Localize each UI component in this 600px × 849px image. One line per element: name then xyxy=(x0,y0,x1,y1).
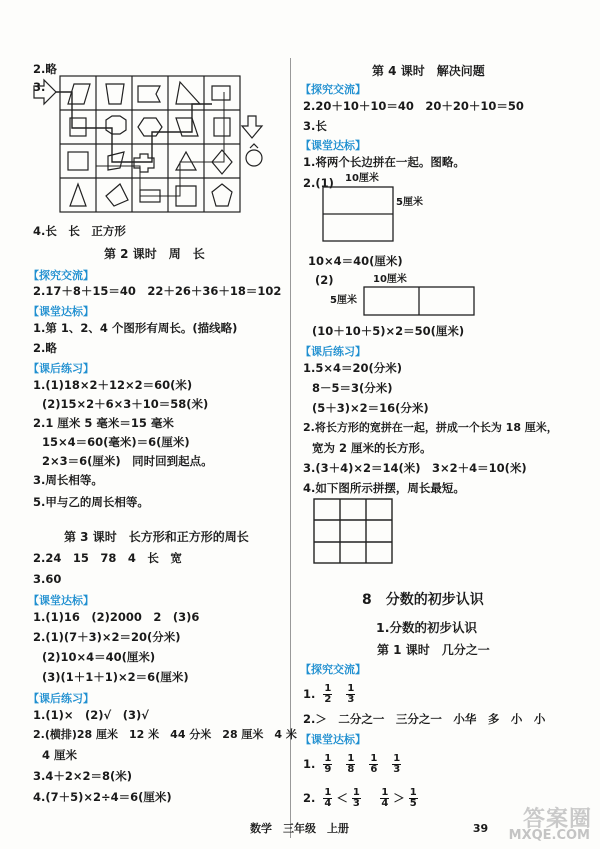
tag-explore: 【探究交流】 xyxy=(300,663,366,676)
tag-class: 【课堂达标】 xyxy=(300,733,366,746)
denominator: 9 xyxy=(324,764,332,775)
text-line: 1.(1)18×2＋12×2＝60(米) xyxy=(33,378,193,392)
lesson-4-title: 第 4 课时 解决问题 xyxy=(372,64,485,78)
text-line: 2.略 xyxy=(33,341,57,355)
text-line: 1.第 1、2、4 个图形有周长。(描线略) xyxy=(33,321,238,335)
text-line: 2.＞ 二分之一 三分之一 小华 多 小 小 xyxy=(303,712,546,726)
lesson-3-title: 第 3 课时 长方形和正方形的周长 xyxy=(64,530,249,544)
fraction xyxy=(323,684,332,705)
watermark-url: MXQE.COM xyxy=(508,828,590,843)
text-line: 2×3＝6(厘米) 同时回到起点。 xyxy=(42,454,213,468)
denominator: 3 xyxy=(347,694,355,705)
watermark-logo: 答案圈 xyxy=(522,807,592,832)
shape-maze-figure xyxy=(28,72,276,220)
section-title: 1.分数的初步认识 xyxy=(376,620,477,635)
denominator: 4 xyxy=(324,798,332,809)
text-line: 1.(1)16 (2)2000 2 (3)6 xyxy=(33,610,200,624)
fraction-group xyxy=(319,683,365,705)
tag-homework: 【课后练习】 xyxy=(28,362,94,375)
tag-homework: 【课后练习】 xyxy=(28,692,94,705)
denominator: 4 xyxy=(381,798,389,809)
fraction xyxy=(346,754,355,775)
rectangle-diagram-2 xyxy=(363,286,475,316)
comparison-sign: ＜ xyxy=(336,791,348,805)
fraction xyxy=(369,754,378,775)
text-line: 4.如下图所示拼摆，周长最短。 xyxy=(303,481,465,495)
numerator: 1 xyxy=(324,787,332,798)
fraction-group xyxy=(319,753,411,775)
text-line: 1.(1)× (2)√ (3)√ xyxy=(33,708,149,722)
comparison-sign: ＞ xyxy=(393,791,405,805)
text-line: 1.5×4＝20(分米) xyxy=(303,361,403,375)
answer-4-line: 4.长 长 正方形 xyxy=(33,224,126,238)
text-line: 10×4＝40(厘米) xyxy=(308,254,403,268)
text-line: (2)15×2＋6×3＋10＝58(米) xyxy=(42,397,209,411)
text-line: 3.周长相等。 xyxy=(33,473,103,487)
numerator: 1 xyxy=(381,787,389,798)
rectangle-diagram-1 xyxy=(322,186,394,242)
text-line: 2.(1)(7＋3)×2＝20(分米) xyxy=(33,630,181,644)
text-line: 2.24 15 78 4 长 宽 xyxy=(33,551,182,565)
tag-class: 【课堂达标】 xyxy=(300,139,366,152)
fraction xyxy=(346,684,355,705)
denominator: 8 xyxy=(347,764,355,775)
fraction xyxy=(323,754,332,775)
fraction-line-1 xyxy=(303,684,365,705)
text-line: (5＋3)×2＝16(分米) xyxy=(312,401,429,415)
text-line: 15×4＝60(毫米)＝6(厘米) xyxy=(42,435,190,449)
tag-explore: 【探究交流】 xyxy=(28,269,94,282)
footer-text: 数学 三年级 上册 xyxy=(250,822,349,835)
fraction-group xyxy=(319,787,421,809)
denominator: 2 xyxy=(324,694,332,705)
text-line: 8－5＝3(分米) xyxy=(312,381,393,395)
text-line: 3.4＋2×2＝8(米) xyxy=(33,769,133,783)
numerator: 1 xyxy=(393,753,401,764)
fraction xyxy=(352,788,361,809)
text-line: (10＋10＋5)×2＝50(厘米) xyxy=(312,324,465,338)
fraction xyxy=(409,788,418,809)
tag-class: 【课堂达标】 xyxy=(28,305,94,318)
answer-3-label: 3. xyxy=(33,80,46,94)
tag-homework: 【课后练习】 xyxy=(300,345,366,358)
numerator: 1 xyxy=(324,683,332,694)
page-number: 39 xyxy=(472,822,489,835)
grid-3x3-diagram xyxy=(313,498,393,564)
denominator: 6 xyxy=(370,764,378,775)
denominator: 5 xyxy=(409,798,417,809)
fraction xyxy=(392,754,401,775)
numerator: 1 xyxy=(324,753,332,764)
dimension-label: 5厘米 xyxy=(330,295,357,306)
text-line: 3.60 xyxy=(33,572,62,586)
dimension-label: 10厘米 xyxy=(345,173,379,184)
text-line: (2) xyxy=(315,273,334,287)
text-line: 2.17＋8＋15＝40 22＋26＋36＋18＝102 xyxy=(33,284,282,298)
text-line: 3.(3＋4)×2＝14(米) 3×2＋4＝10(米) xyxy=(303,461,527,475)
text-line: 4 厘米 xyxy=(42,748,78,762)
denominator: 3 xyxy=(352,798,360,809)
tag-class: 【课堂达标】 xyxy=(28,594,94,607)
fraction xyxy=(380,788,389,809)
page-footer xyxy=(250,820,488,836)
numerator: 1 xyxy=(347,753,355,764)
text-line: 4.(7＋5)×2÷4＝6(厘米) xyxy=(33,790,172,804)
denominator: 3 xyxy=(393,764,401,775)
text-line: 2.(1) xyxy=(303,176,334,190)
answer-2-line: 2.略 xyxy=(33,62,57,76)
text-line: 3.长 xyxy=(303,119,327,133)
tag-explore: 【探究交流】 xyxy=(300,83,366,96)
dimension-label: 10厘米 xyxy=(373,274,407,285)
line-number: 1. xyxy=(303,687,316,701)
text-line: 2.将长方形的宽拼在一起，拼成一个长为 18 厘米， xyxy=(303,421,558,434)
fraction-line-2 xyxy=(303,754,411,775)
numerator: 1 xyxy=(352,787,360,798)
lesson-1-title: 第 1 课时 几分之一 xyxy=(377,643,490,657)
text-line: (2)10×4＝40(厘米) xyxy=(42,650,156,664)
text-line: 5.甲与乙的周长相等。 xyxy=(33,495,149,509)
text-line: 2.(横排)28 厘米 12 米 44 分米 28 厘米 4 米 xyxy=(33,728,297,741)
text-line: 1.将两个长边拼在一起。图略。 xyxy=(303,155,465,169)
text-line: 2.1 厘米 5 毫米＝15 毫米 xyxy=(33,416,174,430)
line-number: 1. xyxy=(303,757,316,771)
fraction-line-3 xyxy=(303,788,422,809)
line-number: 2. xyxy=(303,791,316,805)
fraction xyxy=(323,788,332,809)
numerator: 1 xyxy=(347,683,355,694)
text-line: (3)(1＋1＋1)×2＝6(厘米) xyxy=(42,670,189,684)
chapter-8-title: 8 分数的初步认识 xyxy=(362,592,484,608)
lesson-2-title: 第 2 课时 周 长 xyxy=(104,247,205,261)
text-line: 宽为 2 厘米的长方形。 xyxy=(312,441,432,455)
column-divider xyxy=(290,58,291,838)
numerator: 1 xyxy=(370,753,378,764)
text-line: 2.20＋10＋10＝40 20＋20＋10＝50 xyxy=(303,99,524,113)
numerator: 1 xyxy=(409,787,417,798)
dimension-label: 5厘米 xyxy=(396,197,423,208)
spacer xyxy=(365,791,377,805)
